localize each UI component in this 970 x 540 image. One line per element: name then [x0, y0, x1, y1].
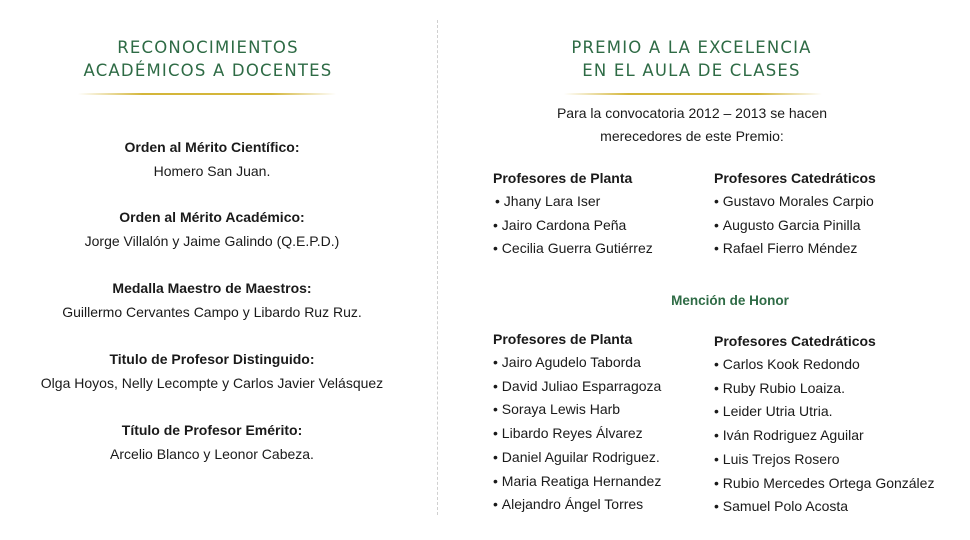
- intro-text: [440, 102, 944, 148]
- list-item: • Ruby Rubio Loaiza.: [714, 377, 934, 401]
- intro-line2: merecedores de este Premio:: [600, 128, 784, 144]
- award-winners: Arcelio Blanco y Leonor Cabeza.: [110, 446, 314, 462]
- list-item: • Alejandro Ángel Torres: [493, 493, 661, 517]
- list-item: • Cecilia Guerra Gutiérrez: [493, 237, 653, 261]
- award-title: Orden al Mérito Científico:: [124, 139, 300, 155]
- list-item: • Gustavo Morales Carpio: [714, 190, 876, 214]
- award-title: Orden al Mérito Académico:: [119, 209, 305, 225]
- award-winners: Jorge Villalón y Jaime Galindo (Q.E.P.D.): [84, 233, 340, 249]
- list-heading: Profesores de Planta: [493, 331, 633, 347]
- left-heading-line1: RECONOCIMIENTOS: [117, 38, 299, 57]
- award-merito-cientifico: [0, 135, 424, 183]
- award-profesor-emerito: [0, 418, 424, 466]
- award-title: Medalla Maestro de Maestros:: [112, 280, 312, 296]
- list-item: • Soraya Lewis Harb: [493, 398, 661, 422]
- right-heading-line1: PREMIO A LA EXCELENCIA: [571, 38, 812, 57]
- list-heading: Profesores de Planta: [493, 170, 633, 186]
- winners-planta-list: [493, 166, 653, 261]
- list-item: • Carlos Kook Redondo: [714, 353, 934, 377]
- list-item: • Maria Reatiga Hernandez: [493, 470, 661, 494]
- mention-planta-list: [493, 327, 661, 517]
- list-item: • Jhany Lara Iser: [493, 190, 653, 214]
- right-heading: [440, 36, 943, 82]
- list-item: • David Juliao Esparragoza: [493, 375, 661, 399]
- column-divider: [437, 20, 438, 515]
- award-winners: Homero San Juan.: [153, 163, 271, 179]
- list-item: • Luis Trejos Rosero: [714, 448, 934, 472]
- list-item: • Jairo Cardona Peña: [493, 214, 653, 238]
- list-item: • Leider Utria Utria.: [714, 400, 934, 424]
- left-heading: [0, 36, 416, 82]
- list-item: • Samuel Polo Acosta: [714, 495, 934, 519]
- list-heading: Profesores Catedráticos: [714, 170, 876, 186]
- winners-catedraticos-list: [714, 166, 876, 261]
- award-winners: Olga Hoyos, Nelly Lecompte y Carlos Javier Velásquez: [40, 375, 384, 391]
- award-maestro-de-maestros: [0, 276, 424, 324]
- award-winners: Guillermo Cervantes Campo y Libardo Ruz Ruz.: [62, 304, 362, 320]
- left-heading-line2: ACADÉMICOS A DOCENTES: [83, 61, 333, 80]
- award-merito-academico: [0, 205, 424, 253]
- list-item: • Iván Rodriguez Aguilar: [714, 424, 934, 448]
- award-profesor-distinguido: [0, 347, 424, 395]
- list-item: • Daniel Aguilar Rodriguez.: [493, 446, 661, 470]
- list-item: • Augusto Garcia Pinilla: [714, 214, 876, 238]
- intro-line1: Para la convocatoria 2012 – 2013 se hacen: [556, 105, 828, 121]
- award-title: Título de Profesor Emérito:: [121, 422, 303, 438]
- left-heading-rule: [78, 93, 336, 95]
- list-item: • Jairo Agudelo Taborda: [493, 351, 661, 375]
- right-heading-line2: EN EL AULA DE CLASES: [582, 61, 801, 80]
- mencion-de-honor-title: Mención de Honor: [671, 293, 789, 308]
- award-title: Titulo de Profesor Distinguido:: [109, 351, 315, 367]
- list-heading: Profesores Catedráticos: [714, 333, 876, 349]
- list-item: • Rubio Mercedes Ortega González: [714, 472, 934, 496]
- mention-catedraticos-list: [714, 329, 934, 519]
- list-item: • Libardo Reyes Álvarez: [493, 422, 661, 446]
- right-heading-rule: [564, 93, 822, 95]
- list-item: • Rafael Fierro Méndez: [714, 237, 876, 261]
